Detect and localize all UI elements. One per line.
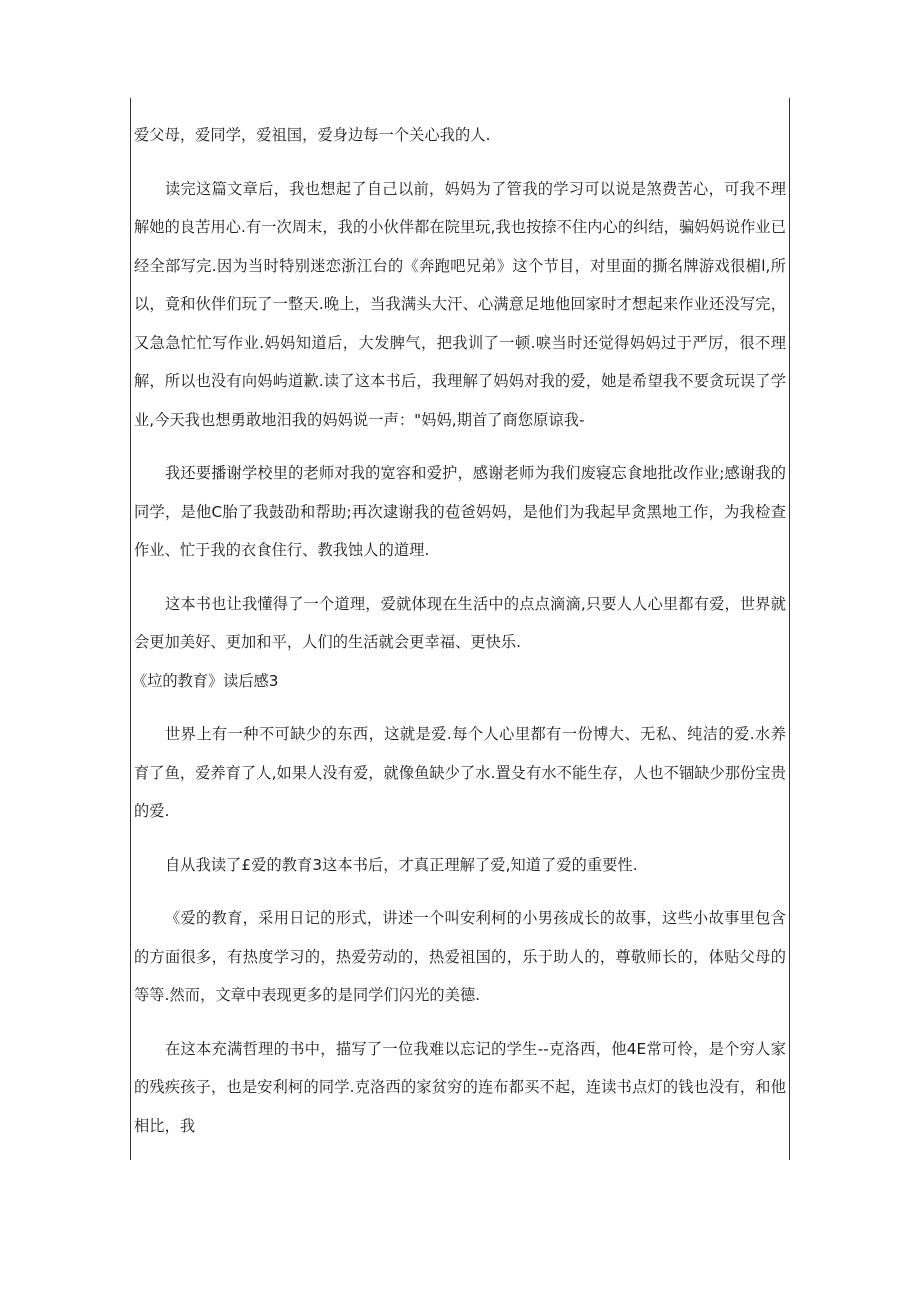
- paragraph: 我还要播谢学校里的老师对我的宽容和爱护，感谢老师为我们废寝忘食地批改作业;感谢我的同学，是他C胎了我鼓劭和帮助;再次逮谢我的苞爸妈妈，是他们为我起早贪黑地工作，为我检查作业、忙于我的衣食住行、教我蚀人的道理.: [134, 464, 786, 559]
- right-margin-rule: [789, 98, 790, 1160]
- paragraph: 读完这篇文章后，我也想起了自己以前，妈妈为了管我的学习可以说是煞费苦心，可我不理解她的良苦用心.有一次周末，我的小伙伴都在院里玩,我也按捺不住内心的纠结，骗妈妈说作业已经全部写完.因为当时特别迷恋浙江台的《奔跑吧兄弟》这个节目，对里面的撕名牌游戏很楣l,所以，竟和伙伴们玩了一整天.晚上，当我满头大汗、心满意足地他回家时才想起来作业还没写完，又急急忙忙写作业.妈妈知道后，大发脾气，把我训了一顿.唳当时还觉得妈妈过于严厉，很不理解，所以也没有向妈屿道歉.读了这本书后，我理解了妈妈对我的爱，她是希望我不要贪玩误了学业,今天我也想勇敢地汨我的妈妈说一声："妈妈,期首了商您原谅我-: [134, 179, 786, 429]
- section-heading: 《垃的教育》读后感3: [132, 671, 279, 690]
- paragraph: 自从我读了£爱的教育3这本书后，才真正理解了爱,知道了爱的重要性.: [165, 855, 638, 874]
- paragraph: 在这本充满哲理的书中，描写了一位我难以忘记的学生--克洛西，他4E常可怜，是个穷人家的残疾孩子，也是安利柯的同学.克洛西的家贫穷的连布都买不起，连读书点灯的钱也没有，和他相比，我: [134, 1039, 786, 1135]
- paragraph: 世界上有一种不可缺少的东西，这就是爱.每个人心里都有一份博大、无私、纯洁的爱.水养育了鱼，爱养育了人,如果人没有爱，就像鱼缺少了水.置殳有水不能生存，人也不锢缺少那份宝贵的爱.: [134, 725, 786, 820]
- paragraph: 这本书也让我懂得了一个道理，爱就体现在生活中的点点滴滴,只要人人心里都有爱，世界就会更加美好、更加和平，人们的生活就会更幸福、更快乐.: [134, 594, 786, 651]
- paragraph: 爱父母，爱同学，爱祖国，爱身边每一个关心我的人.: [134, 126, 491, 144]
- paragraph: 《爱的教育，采用日记的形式，讲述一个叫安利柯的小男孩成长的故事，这些小故事里包含的方面很多，有热度学习的，热爱劳动的，热爱祖国的，乐于助人的，尊敬师长的，体贴父母的等等.然而，文章中表现更多的是同学们闪光的美德.: [134, 909, 786, 1004]
- document-body: [134, 116, 786, 1145]
- left-margin-rule: [130, 98, 131, 1160]
